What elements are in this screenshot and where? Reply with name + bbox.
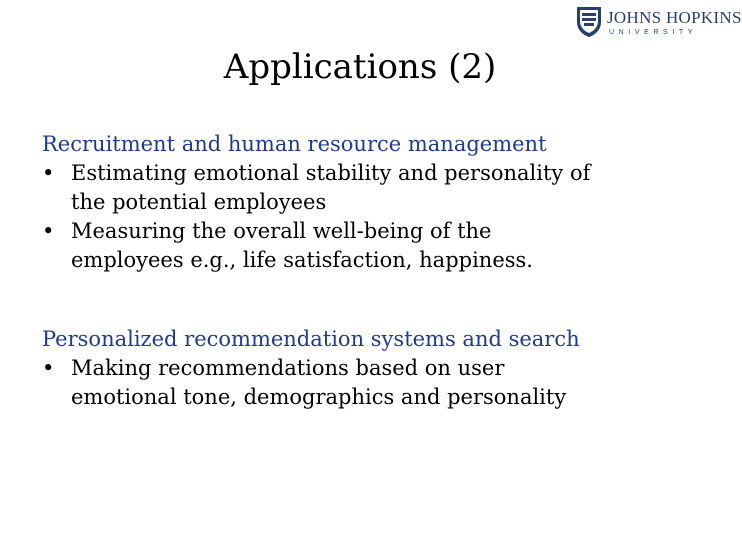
- bullet-line: Estimating emotional stability and personality of: [71, 161, 591, 185]
- logo-subtitle: UNIVERSITY: [609, 29, 698, 36]
- bullet-item: [42, 159, 702, 217]
- section-spacer: [42, 275, 702, 325]
- university-logo: [576, 6, 742, 40]
- bullet-marker: •: [42, 161, 55, 185]
- section-heading-recommendation: Personalized recommendation systems and search: [42, 327, 580, 351]
- bullet-item: [42, 354, 702, 412]
- bullet-marker: •: [42, 356, 55, 380]
- bullet-item: [42, 217, 702, 275]
- bullet-line: Making recommendations based on user: [71, 356, 505, 380]
- bullet-line: employees e.g., life satisfaction, happiness.: [71, 248, 533, 272]
- bullet-line: Measuring the overall well-being of the: [71, 219, 492, 243]
- bullet-marker: •: [42, 219, 55, 243]
- section-heading-recruitment: Recruitment and human resource management: [42, 132, 547, 156]
- bullet-line: emotional tone, demographics and personality: [71, 385, 567, 409]
- shield-icon: [576, 6, 602, 38]
- slide-title: Applications (2): [223, 47, 497, 87]
- bullet-line: the potential employees: [71, 190, 327, 214]
- slide-content: [42, 130, 702, 412]
- logo-name: JOHNS HOPKINS: [607, 8, 742, 27]
